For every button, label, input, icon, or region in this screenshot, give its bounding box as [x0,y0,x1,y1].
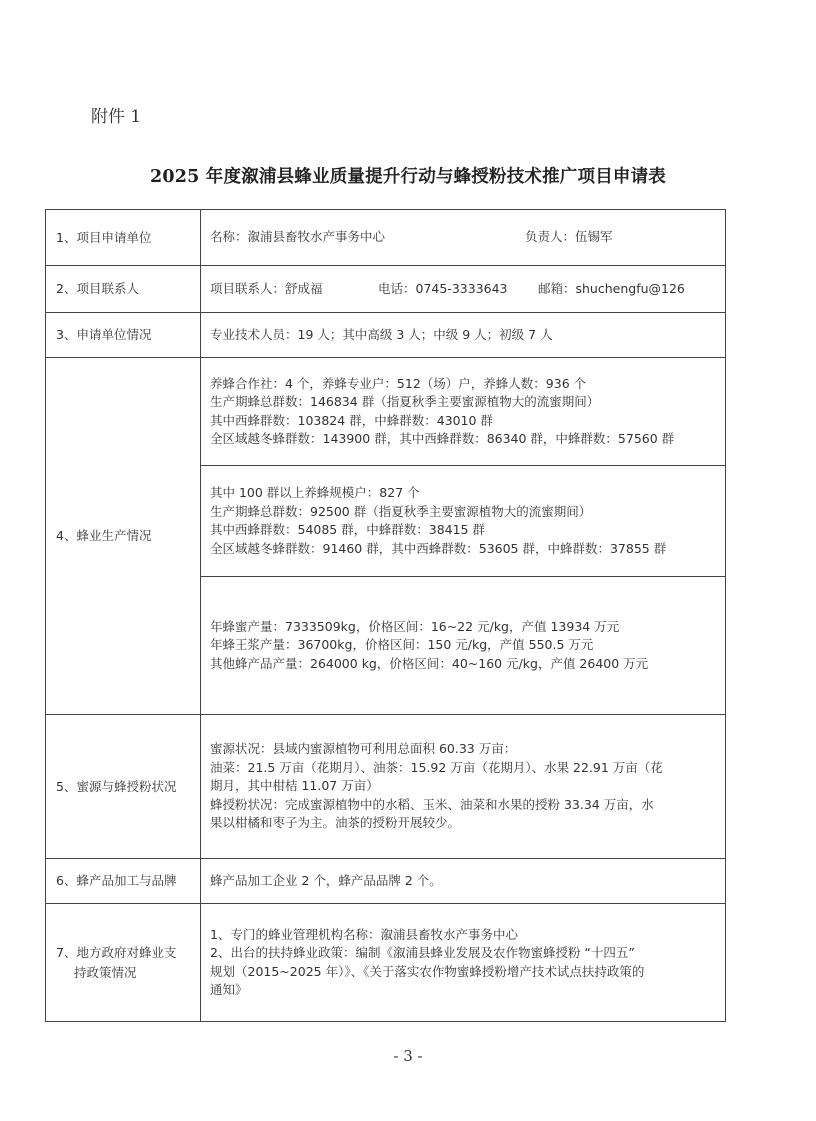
row-label: 3、申请单位情况 [46,313,201,357]
row-content [201,904,725,1021]
pollination-line: 蜂授粉状况：完成蜜源植物中的水稻、玉米、油菜和水果的授粉 33.34 万亩，水 [210,796,654,812]
row-label: 1、项目申请单位 [46,210,201,265]
pollination-line: 果以柑橘和枣子为主。油茶的授粉开展较少。 [210,815,461,831]
production-line: 生产期蜂总群数：92500 群（指夏秋季主要蜜源植物大的流蜜期间） [210,503,592,519]
production-block-large-scale [201,466,725,577]
contact-email: 邮箱：shuchengfu@126 [538,280,685,296]
production-block-overall [201,358,725,466]
attachment-label: 附件 1 [91,107,142,127]
output-line: 年蜂蜜产量：7333509kg，价格区间：16~22 元/kg，产值 13934 万元 [210,618,620,634]
unit-name: 名称：溆浦县畜牧水产事务中心 [210,229,386,245]
nectar-line: 蜜源状况：县域内蜜源植物可利用总面积 60.33 万亩： [210,741,517,757]
row-content [201,210,725,265]
contact-person: 项目联系人：舒成福 [210,280,323,296]
production-line: 全区域越冬蜂群数：91460 群，其中西蜂群数：53605 群，中蜂群数：37855 群 [210,540,667,556]
policy-line: 2、出台的扶持蜂业政策：编制《溆浦县蜂业发展及农作物蜜蜂授粉 “十四五” [210,945,635,960]
row-label [46,904,201,1021]
row-processing-brand [46,859,725,904]
production-line: 养蜂合作社：4 个，养蜂专业户：512（场）户，养蜂人数：936 个 [210,375,587,391]
output-line: 其他蜂产品产量：264000 kg，价格区间：40~160 元/kg，产值 26400 万元 [210,655,649,671]
nectar-line: 期月，其中柑桔 11.07 万亩） [210,778,379,794]
row-content [201,859,725,903]
form-title: 2025 年度溆浦县蜂业质量提升行动与蜂授粉技术推广项目申请表 [150,167,666,187]
row-nectar-pollination [46,715,725,859]
production-block-output [201,577,725,714]
row-content [201,313,725,357]
production-line: 其中西蜂群数：54085 群，中蜂群数：38415 群 [210,522,485,537]
row-contact [46,266,725,313]
row-label-line: 持政策情况 [74,964,137,980]
page-number: - 3 - [393,1047,423,1065]
production-line: 其中西蜂群数：103824 群，中蜂群数：43010 群 [210,412,493,428]
production-line: 生产期蜂总群数：146834 群（指夏秋季主要蜜源植物大的流蜜期间） [210,394,600,409]
nectar-line: 油菜：21.5 万亩（花期月）、油茶：15.92 万亩（花期月）、水果 22.91 万亩（花 [210,759,663,775]
row-label-line: 7、地方政府对蜂业支 [56,944,177,960]
row-applicant-unit [46,210,725,266]
row-label: 6、蜂产品加工与品牌 [46,859,201,903]
output-line: 年蜂王浆产量：36700kg，价格区间：150 元/kg，产值 550.5 万元 [210,637,594,653]
contact-phone: 电话：0745-3333643 [378,280,508,296]
row-label: 2、项目联系人 [46,266,201,312]
row-content [201,715,725,858]
staff-summary: 专业技术人员：19 人；其中高级 3 人；中级 9 人；初级 7 人 [210,326,553,342]
policy-line: 规划（2015~2025 年）》、《关于落实农作物蜜蜂授粉增产技术试点扶持政策的 [210,963,645,979]
row-government-policy [46,904,725,1021]
row-label: 4、蜂业生产情况 [46,358,201,714]
row-unit-situation [46,313,725,358]
production-line: 全区域越冬蜂群数：143900 群，其中西蜂群数：86340 群，中蜂群数：57560 群 [210,431,675,446]
processing-summary: 蜂产品加工企业 2 个，蜂产品品牌 2 个。 [210,872,442,888]
row-bee-production [46,358,725,715]
responsible-person: 负责人：伍锡军 [525,229,613,245]
production-blocks [201,358,725,714]
row-content [201,266,725,312]
policy-line: 通知》 [210,982,248,997]
application-table [45,209,726,1022]
policy-line: 1、专门的蜂业管理机构名称：溆浦县畜牧水产事务中心 [210,926,518,942]
production-line: 其中 100 群以上养蜂规模户：827 个 [210,485,420,500]
row-label: 5、蜜源与蜂授粉状况 [46,715,201,858]
